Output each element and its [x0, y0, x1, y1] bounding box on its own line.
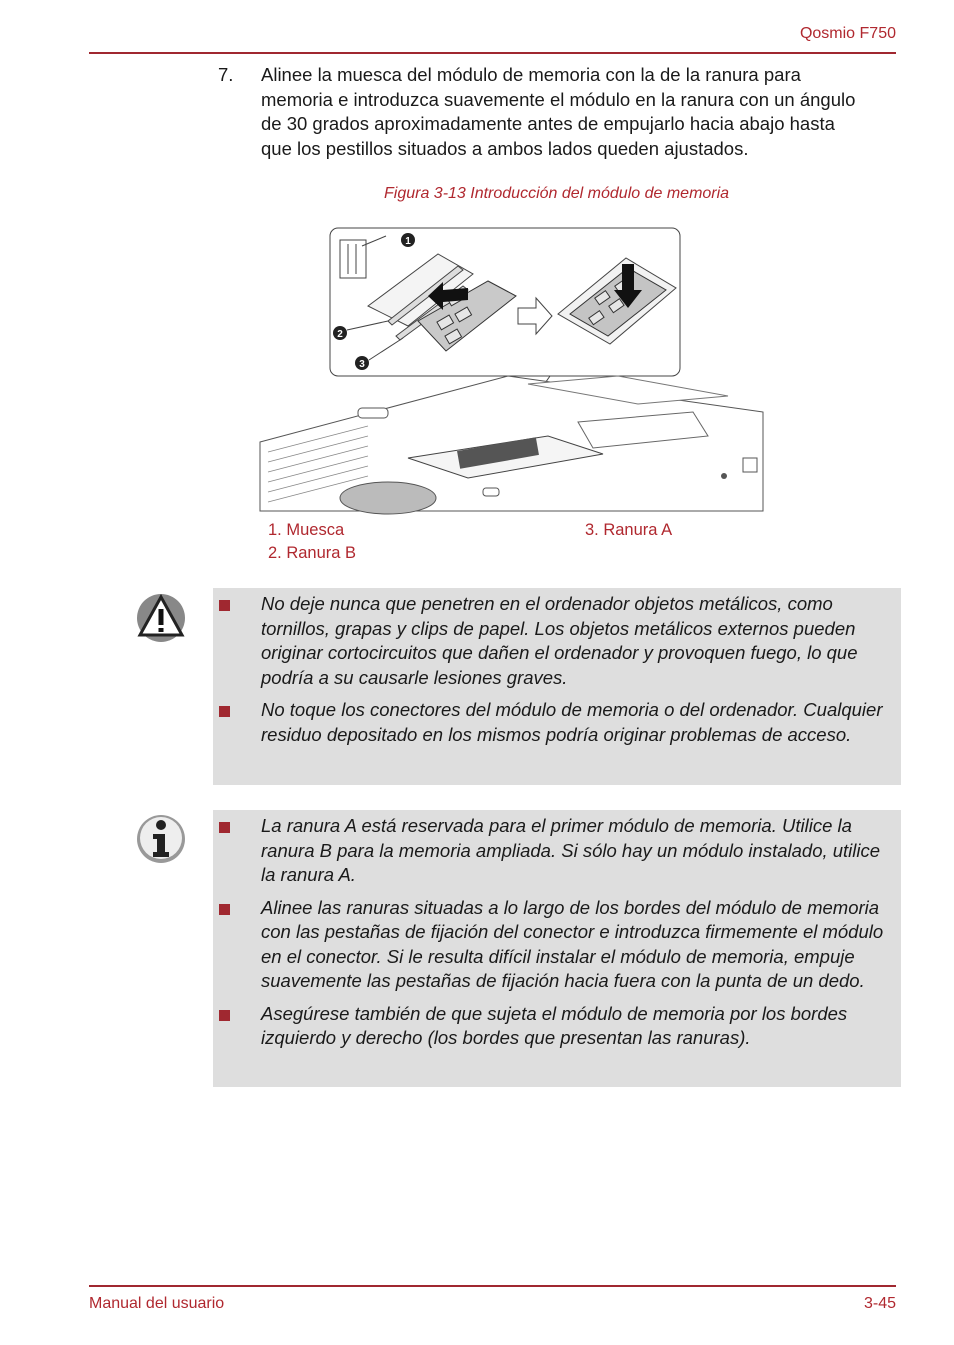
- bullet-square-icon: [219, 600, 230, 611]
- running-header: Qosmio F750: [799, 25, 896, 42]
- footer-manual-title: Manual del usuario: [89, 1295, 225, 1312]
- legend-item-3: 3. Ranura A: [585, 521, 673, 539]
- step-text: Alinee la muesca del módulo de memoria con la de la ranura para memoria e introduzca suavemente el módulo en la ranura con un ángulo de 30 grados aproximadamente antes de empujarlo hacia abajo hasta que los pestillos situados a ambos lados queden ajustados.: [261, 64, 856, 159]
- warning-item: No deje nunca que penetren en el ordenador objetos metálicos, como tornillos, grapas y clips de papel. Los objetos metálicos externos pueden originar cortocircuitos que dañen el ordenador y provoquen fuego, lo que podría a su causarle lesiones graves.: [213, 592, 901, 690]
- info-list: [213, 810, 901, 1051]
- figure-caption: Figura 3-13 Introducción del módulo de memoria: [384, 185, 730, 202]
- warning-triangle-icon: [136, 591, 186, 643]
- header-rule: [89, 52, 896, 54]
- bullet-square-icon: [219, 904, 230, 915]
- step-7: [218, 63, 868, 161]
- info-note: [213, 810, 901, 1087]
- legend-item-1: 1. Muesca: [268, 521, 345, 539]
- page-number: 3-45: [863, 1295, 896, 1312]
- callout-3-label: 3: [359, 359, 365, 370]
- warning-note: [213, 588, 901, 785]
- warning-list: [213, 588, 901, 747]
- warning-item: No toque los conectores del módulo de memoria o del ordenador. Cualquier residuo depositado en los mismos podría originar problemas de acceso.: [213, 698, 901, 747]
- info-item: Asegúrese también de que sujeta el módulo de memoria por los bordes izquierdo y derecho (los bordes que presentan las ranuras).: [213, 1002, 901, 1051]
- info-item: Alinee las ranuras situadas a lo largo de los bordes del módulo de memoria con las pestañas de fijación del conector e introduzca firmemente el módulo en el conector. Si le resulta difícil instalar el módulo de memoria, empuje suavemente las pestañas de fijación hacia fuera con la punta de un dedo.: [213, 896, 901, 994]
- bullet-square-icon: [219, 706, 230, 717]
- legend-item-2: 2. Ranura B: [268, 544, 357, 562]
- info-item: La ranura A está reservada para el primer módulo de memoria. Utilice la ranura B para la memoria ampliada. Si sólo hay un módulo instalado, utilice la ranura A.: [213, 814, 901, 888]
- info-icon: [136, 812, 186, 864]
- callout-2-label: 2: [337, 329, 343, 340]
- callout-1-label: 1: [405, 236, 411, 247]
- bullet-square-icon: [219, 822, 230, 833]
- step-number: 7.: [218, 64, 234, 85]
- footer-rule: [89, 1285, 896, 1287]
- memory-module-illustration: [258, 226, 766, 516]
- bullet-square-icon: [219, 1010, 230, 1021]
